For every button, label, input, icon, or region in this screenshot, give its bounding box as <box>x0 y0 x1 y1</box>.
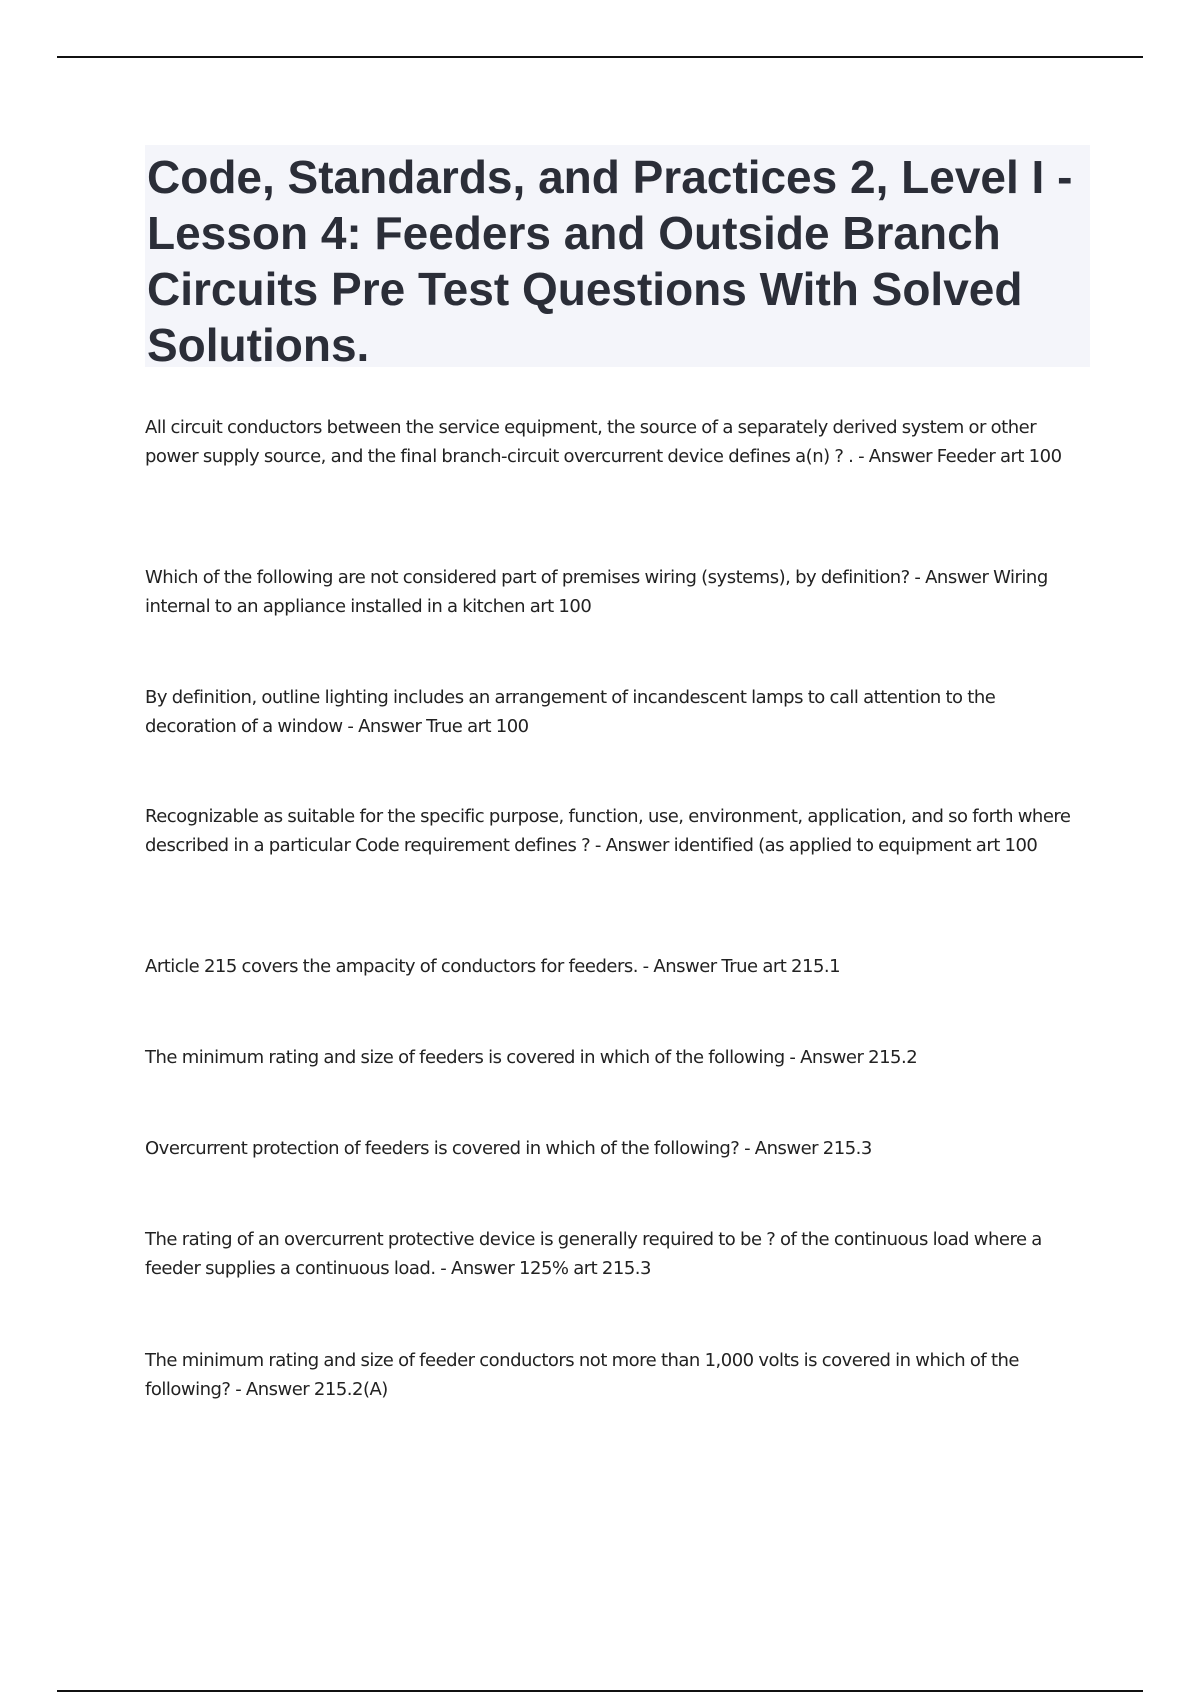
qa-item-2: Which of the following are not considered part of premises wiring (systems), by definition? - Answer Wiring internal to an appliance installed in a kitchen art 100 <box>145 567 1048 617</box>
qa-item-8: The rating of an overcurrent protective device is generally required to be ? of the continuous load where a feeder supplies a continuous load. - Answer 125% art 215.3 <box>145 1229 1042 1279</box>
title-banner <box>145 145 1090 371</box>
qa-item-5: Article 215 covers the ampacity of conductors for feeders. - Answer True art 215.1 <box>145 956 841 977</box>
qa-item-9: The minimum rating and size of feeder conductors not more than 1,000 volts is covered in which of the following? - Answer 215.2(A) <box>145 1350 1020 1400</box>
qa-item-7: Overcurrent protection of feeders is covered in which of the following? - Answer 215.3 <box>145 1138 872 1159</box>
qa-item-6: The minimum rating and size of feeders is covered in which of the following - Answer 215.2 <box>145 1047 918 1068</box>
qa-item-1: All circuit conductors between the service equipment, the source of a separately derived system or other power supply source, and the final branch-circuit overcurrent device defines a(n) ? . - Answer Feeder art 100 <box>145 417 1062 467</box>
top-rule <box>57 56 1143 58</box>
qa-item-3: By definition, outline lighting includes an arrangement of incandescent lamps to call attention to the decoration of a window - Answer True art 100 <box>145 687 996 737</box>
qa-item-4: Recognizable as suitable for the specific purpose, function, use, environment, application, and so forth where described in a particular Code requirement defines ? - Answer identified (as applied to equipment art 100 <box>145 806 1071 856</box>
bottom-rule <box>57 1690 1143 1692</box>
document-title: Code, Standards, and Practices 2, Level I - Lesson 4: Feeders and Outside Branch Circuits Pre Test Questions With Solved Solutions. <box>147 151 1073 371</box>
